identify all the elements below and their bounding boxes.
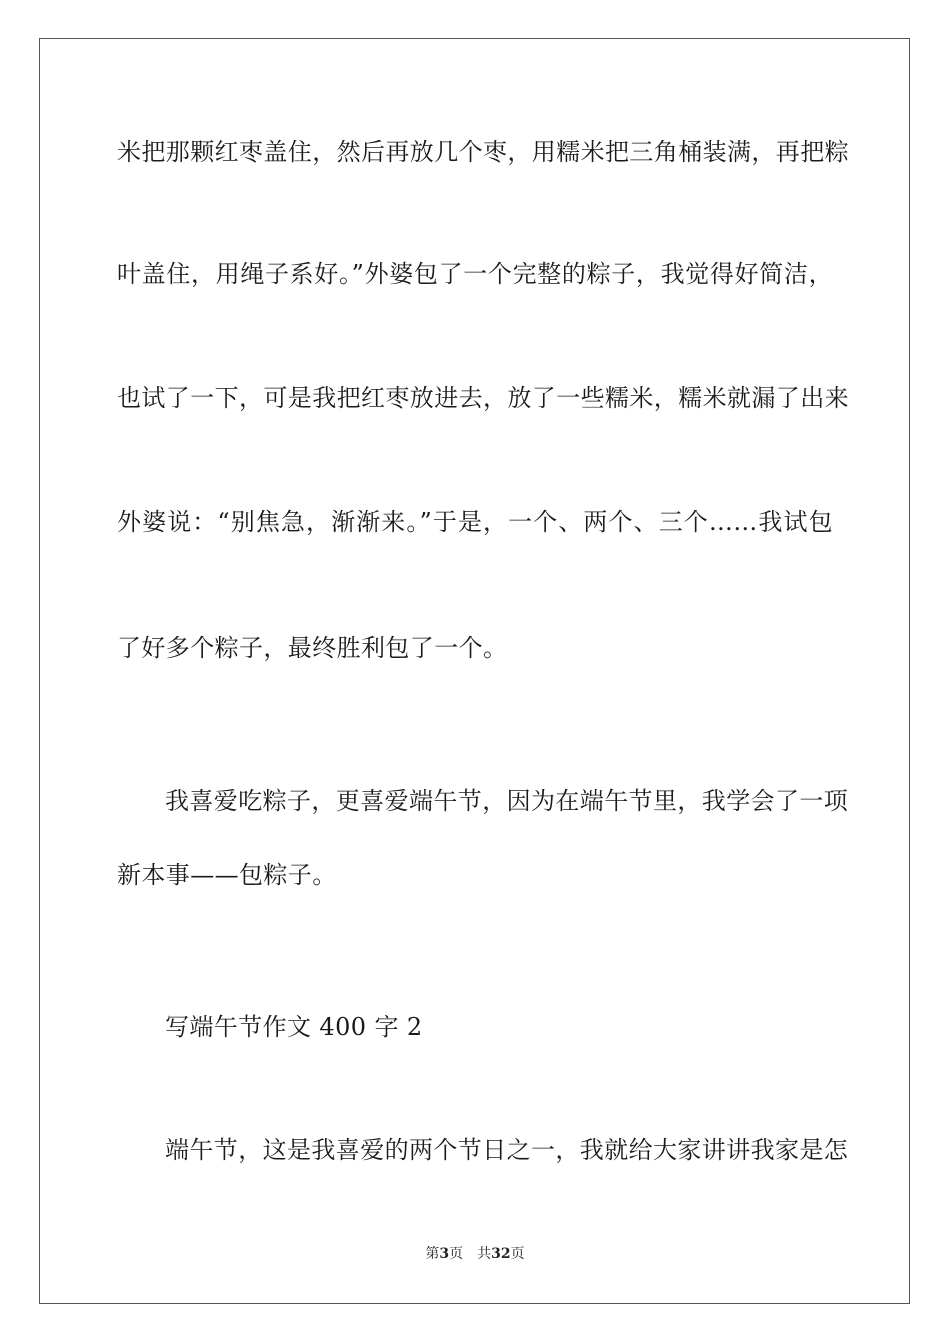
footer-total-prefix: 共: [477, 1246, 492, 1262]
section-heading: 写端午节作文 400 字 2: [165, 1013, 423, 1041]
text-line-5: 了好多个粽子，最终胜利包了一个。: [117, 634, 508, 662]
text-line-3: 也试了一下，可是我把红枣放进去，放了一些糯米，糯米就漏了出来: [117, 384, 849, 412]
paragraph-line-1: 我喜爱吃粽子，更喜爱端午节，因为在端午节里，我学会了一项: [165, 787, 849, 815]
text-line-1: 米把那颗红枣盖住，然后再放几个枣，用糯米把三角桶装满，再把粽: [117, 138, 849, 166]
text-line-2: 叶盖住，用绳子系好。”外婆包了一个完整的粽子，我觉得好简洁，: [117, 260, 833, 288]
footer-total-unit: 页: [510, 1246, 525, 1262]
footer-page-current: 3: [439, 1246, 450, 1262]
paragraph-line-2: 新本事——包粽子。: [117, 861, 337, 889]
page-border: [39, 38, 910, 1304]
footer-page-unit: 页: [449, 1246, 464, 1262]
footer-page-total: 32: [491, 1246, 511, 1262]
text-line-4: 外婆说：“别焦急，渐渐来。”于是，一个、两个、三个……我试包: [117, 508, 833, 536]
paragraph-line-3: 端午节，这是我喜爱的两个节日之一，我就给大家讲讲我家是怎: [165, 1136, 849, 1164]
page-footer: [0, 1244, 950, 1264]
footer-page-prefix: 第: [425, 1246, 440, 1262]
